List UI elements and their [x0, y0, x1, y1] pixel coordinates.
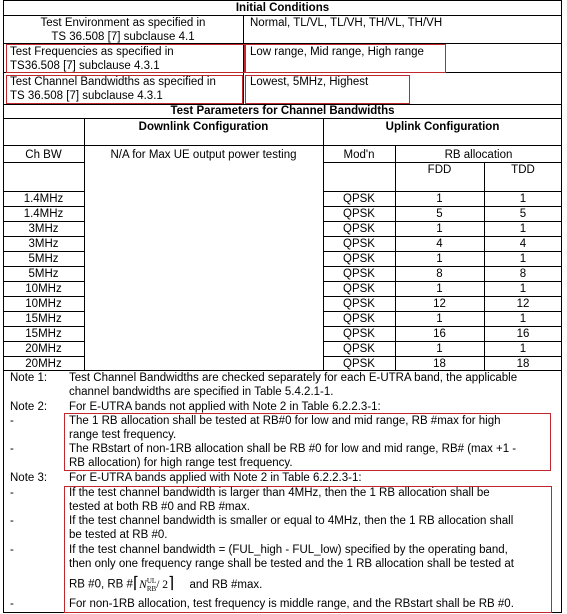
- note2-intro: For E-UTRA bands not applied with Note 2 in Table 6.2.2.3-1:: [69, 401, 381, 413]
- modulation-cell: QPSK: [343, 208, 375, 220]
- ch-bw-cell: 5MHz: [28, 268, 59, 280]
- fdd-rb-cell: 5: [436, 208, 443, 220]
- rule: [243, 15, 244, 104]
- ch-bw-cell: 1.4MHz: [23, 193, 64, 205]
- tdd-rb-cell: 1: [519, 343, 527, 355]
- ch-bw-cell: 20MHz: [25, 343, 62, 355]
- uplink-configuration-header: Uplink Configuration: [385, 121, 500, 133]
- tdd-rb-cell: 12: [516, 298, 530, 310]
- fdd-rb-cell: 1: [436, 223, 443, 235]
- modulation-cell: QPSK: [343, 253, 375, 265]
- ch-bw-cell: 10MHz: [25, 298, 62, 310]
- rb-allocation-header: RB allocation: [444, 149, 513, 161]
- tdd-rb-cell: 18: [516, 358, 530, 370]
- initial-conditions-title: Initial Conditions: [235, 2, 330, 14]
- fdd-rb-cell: 1: [436, 253, 443, 265]
- ch-bw-cell: 10MHz: [25, 283, 62, 295]
- modulation-cell: QPSK: [343, 193, 375, 205]
- tdd-header: TDD: [511, 164, 535, 176]
- note3-dash-4: -: [10, 598, 14, 610]
- modulation-cell: QPSK: [343, 283, 375, 295]
- rule: [323, 145, 562, 146]
- test-frequencies-value: Low range, Mid range, High range: [250, 46, 424, 58]
- tdd-rb-cell: 1: [519, 313, 527, 325]
- note2-item-2: The RBstart of non-1RB allocation shall be RB #0 for low and mid range, RB# (max +1 - RB allocation) for high range test frequency.: [69, 443, 517, 469]
- test-environment-label: Test Environment as specified in TS 36.508 [7] subclause 4.1: [40, 17, 206, 43]
- ch-bw-header: Ch BW: [25, 149, 62, 161]
- note3-item-4: For non-1RB allocation, test frequency is middle range, and the RBstart shall be RB #0.: [69, 598, 514, 610]
- fdd-rb-cell: 1: [436, 283, 443, 295]
- note2-label: Note 2:: [10, 401, 48, 413]
- fdd-rb-cell: 16: [433, 328, 446, 340]
- fdd-rb-cell: 18: [433, 358, 446, 370]
- rule: [3, 118, 562, 119]
- ch-bw-cell: 15MHz: [25, 328, 62, 340]
- fdd-header: FDD: [427, 164, 452, 176]
- test-frequencies-label: Test Frequencies as specified in TS36.508 [7] subclause 4.3.1: [10, 46, 174, 72]
- tdd-rb-cell: 16: [516, 328, 530, 340]
- rb-formula: ⌈N UL RB / 2⌉: [132, 575, 175, 594]
- test-channel-bandwidths-value: Lowest, 5MHz, Highest: [250, 76, 369, 88]
- ch-bw-cell: 3MHz: [28, 238, 59, 250]
- tdd-rb-cell: 5: [519, 208, 527, 220]
- fdd-rb-cell: 1: [436, 313, 443, 325]
- rule: [84, 145, 323, 146]
- fdd-rb-cell: 1: [436, 343, 443, 355]
- tdd-rb-cell: 1: [519, 193, 527, 205]
- modulation-cell: QPSK: [343, 313, 375, 325]
- note3-item-1: If the test channel bandwidth is larger than 4MHz, then the 1 RB allocation shall be tested at both RB #0 and RB #max.: [69, 487, 490, 513]
- tdd-rb-cell: 4: [519, 238, 527, 250]
- downlink-configuration-header: Downlink Configuration: [138, 121, 269, 133]
- ch-bw-cell: 20MHz: [25, 358, 62, 370]
- ch-bw-cell: 5MHz: [28, 253, 59, 265]
- note3-item-3: If the test channel bandwidth = (FUL_high - FUL_low) specified by the operating band, then only one frequency range shall be tested and the 1 RB allocation shall be tested at: [69, 544, 514, 570]
- tdd-rb-cell: 1: [519, 223, 527, 235]
- fdd-rb-cell: 12: [433, 298, 446, 310]
- ch-bw-cell: 3MHz: [28, 223, 59, 235]
- modulation-cell: QPSK: [343, 328, 375, 340]
- ch-bw-cell: 15MHz: [25, 313, 62, 325]
- rule: [3, 145, 84, 146]
- modulation-cell: QPSK: [343, 268, 375, 280]
- ch-bw-cell: 1.4MHz: [23, 208, 64, 220]
- note2-dash-1: -: [10, 415, 14, 427]
- downlink-note: N/A for Max UE output power testing: [110, 149, 297, 161]
- test-environment-value: Normal, TL/VL, TL/VH, TH/VL, TH/VH: [250, 17, 443, 29]
- note3-item-2: If the test channel bandwidth is smaller or equal to 4MHz, then the 1 RB allocation shall be tested at RB #0.: [69, 515, 514, 541]
- note3-intro: For E-UTRA bands applied with Note 2 in Table 6.2.2.3-1:: [69, 472, 362, 484]
- modulation-cell: QPSK: [343, 238, 375, 250]
- modulation-cell: QPSK: [343, 223, 375, 235]
- note3-dash-2: -: [10, 515, 14, 527]
- modn-header: Mod'n: [343, 149, 375, 161]
- table-bottom-border: [3, 612, 562, 613]
- modulation-cell: QPSK: [343, 298, 375, 310]
- modulation-cell: QPSK: [343, 358, 375, 370]
- test-channel-bandwidths-label: Test Channel Bandwidths as specified in TS 36.508 [7] subclause 4.3.1: [10, 76, 216, 102]
- note2-item-1: The 1 RB allocation shall be tested at RB#0 for low and mid range, RB #max for high range test frequency.: [69, 415, 501, 441]
- note2-dash-2: -: [10, 443, 14, 455]
- note1-label: Note 1:: [10, 372, 48, 384]
- fdd-rb-cell: 8: [436, 268, 443, 280]
- note3-item-3-formula-line: RB #0, RB #⌈N UL RB / 2⌉ and RB #max.: [69, 575, 263, 594]
- tdd-rb-cell: 1: [519, 253, 527, 265]
- note3-dash-1: -: [10, 487, 14, 499]
- tdd-rb-cell: 8: [519, 268, 527, 280]
- rule: [3, 162, 84, 163]
- note1-text: Test Channel Bandwidths are checked separately for each E-UTRA band, the applicable channel bandwidths are specified in Table 5.4.2.1-1.: [69, 372, 518, 398]
- test-parameters-title: Test Parameters for Channel Bandwidths: [170, 105, 395, 117]
- modulation-cell: QPSK: [343, 343, 375, 355]
- fdd-rb-cell: 1: [436, 193, 443, 205]
- note3-dash-3: -: [10, 544, 14, 556]
- note3-label: Note 3:: [10, 472, 48, 484]
- fdd-rb-cell: 4: [436, 238, 443, 250]
- tdd-rb-cell: 1: [519, 283, 527, 295]
